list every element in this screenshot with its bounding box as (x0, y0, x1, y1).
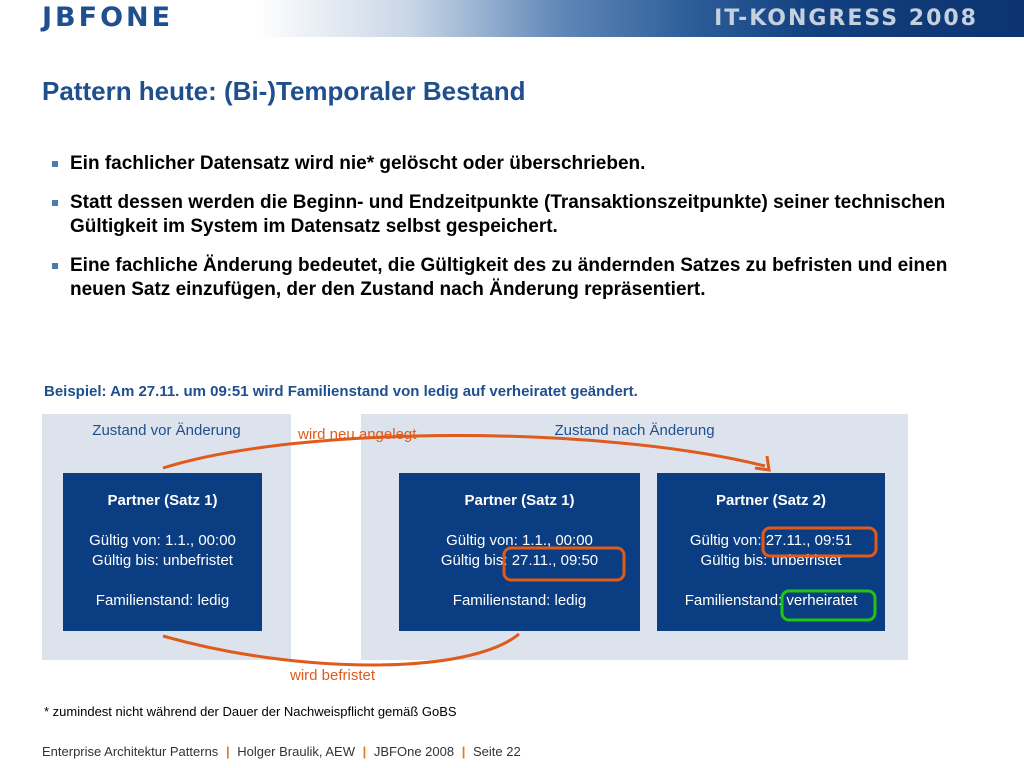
bullet-text: Ein fachlicher Datensatz wird nie* gelöscht oder überschrieben. (70, 153, 646, 174)
congress-title: IT-KONGRESS 2008 (714, 6, 978, 31)
bullet-text: Eine fachliche Änderung bedeutet, die Gültigkeit des zu ändernden Satzes zu befristen und einen neuen Satz einzufügen, der den Zustand nach Änderung repräsentiert. (70, 255, 948, 300)
label-limited-record: wird befristet (290, 667, 376, 684)
highlight-valid-to-box (504, 548, 624, 580)
highlight-status-box (782, 591, 875, 620)
record-valid-to: Gültig bis: unbefristet (92, 552, 233, 569)
record-status: Familienstand: verheiratet (684, 592, 858, 609)
footer-separator: | (461, 744, 466, 759)
footer (42, 744, 521, 759)
record-title: Partner (Satz 1) (464, 492, 575, 509)
example-heading: Beispiel: Am 27.11. um 09:51 wird Familienstand von ledig auf verheiratet geändert. (44, 383, 638, 400)
record-title: Partner (Satz 2) (715, 492, 827, 509)
panel-before-title: Zustand vor Änderung (92, 422, 241, 439)
record-status: Familienstand: ledig (95, 592, 230, 609)
arrow-new-record (163, 435, 765, 468)
bullet-text: Statt dessen werden die Beginn- und Endzeitpunkte (Transaktionszeitpunkte) seiner technischen Gültigkeit im System im Datensatz selbst gespeichert. (70, 192, 946, 237)
footer-separator: | (225, 744, 230, 759)
record-valid-from: Gültig von: 1.1., 00:00 (89, 532, 236, 549)
footer-title: Enterprise Architektur Patterns (42, 744, 219, 759)
highlight-valid-from-box (763, 528, 876, 556)
record-title: Partner (Satz 1) (107, 492, 218, 509)
panel-after-title: Zustand nach Änderung (554, 422, 715, 439)
footer-event: JBFOne 2008 (373, 744, 455, 759)
record-valid-to: Gültig bis: 27.11., 09:50 (440, 552, 599, 569)
footer-separator: | (362, 744, 367, 759)
footer-author: Holger Braulik, AEW (237, 744, 355, 759)
jbfone-logo: JBFONE (42, 2, 174, 33)
record-valid-to: Gültig bis: unbefristet (700, 552, 842, 569)
footnote: * zumindest nicht während der Dauer der Nachweispflicht gemäß GoBS (44, 704, 457, 719)
arrow-limited-record (163, 634, 519, 665)
footer-page: Seite 22 (472, 744, 521, 759)
page-title: Pattern heute: (Bi-)Temporaler Bestand (42, 76, 526, 106)
record-status: Familienstand: ledig (452, 592, 587, 609)
record-valid-from: Gültig von: 27.11., 09:51 (689, 532, 853, 549)
label-new-record: wird neu angelegt (298, 426, 417, 443)
record-valid-from: Gültig von: 1.1., 00:00 (446, 532, 593, 549)
